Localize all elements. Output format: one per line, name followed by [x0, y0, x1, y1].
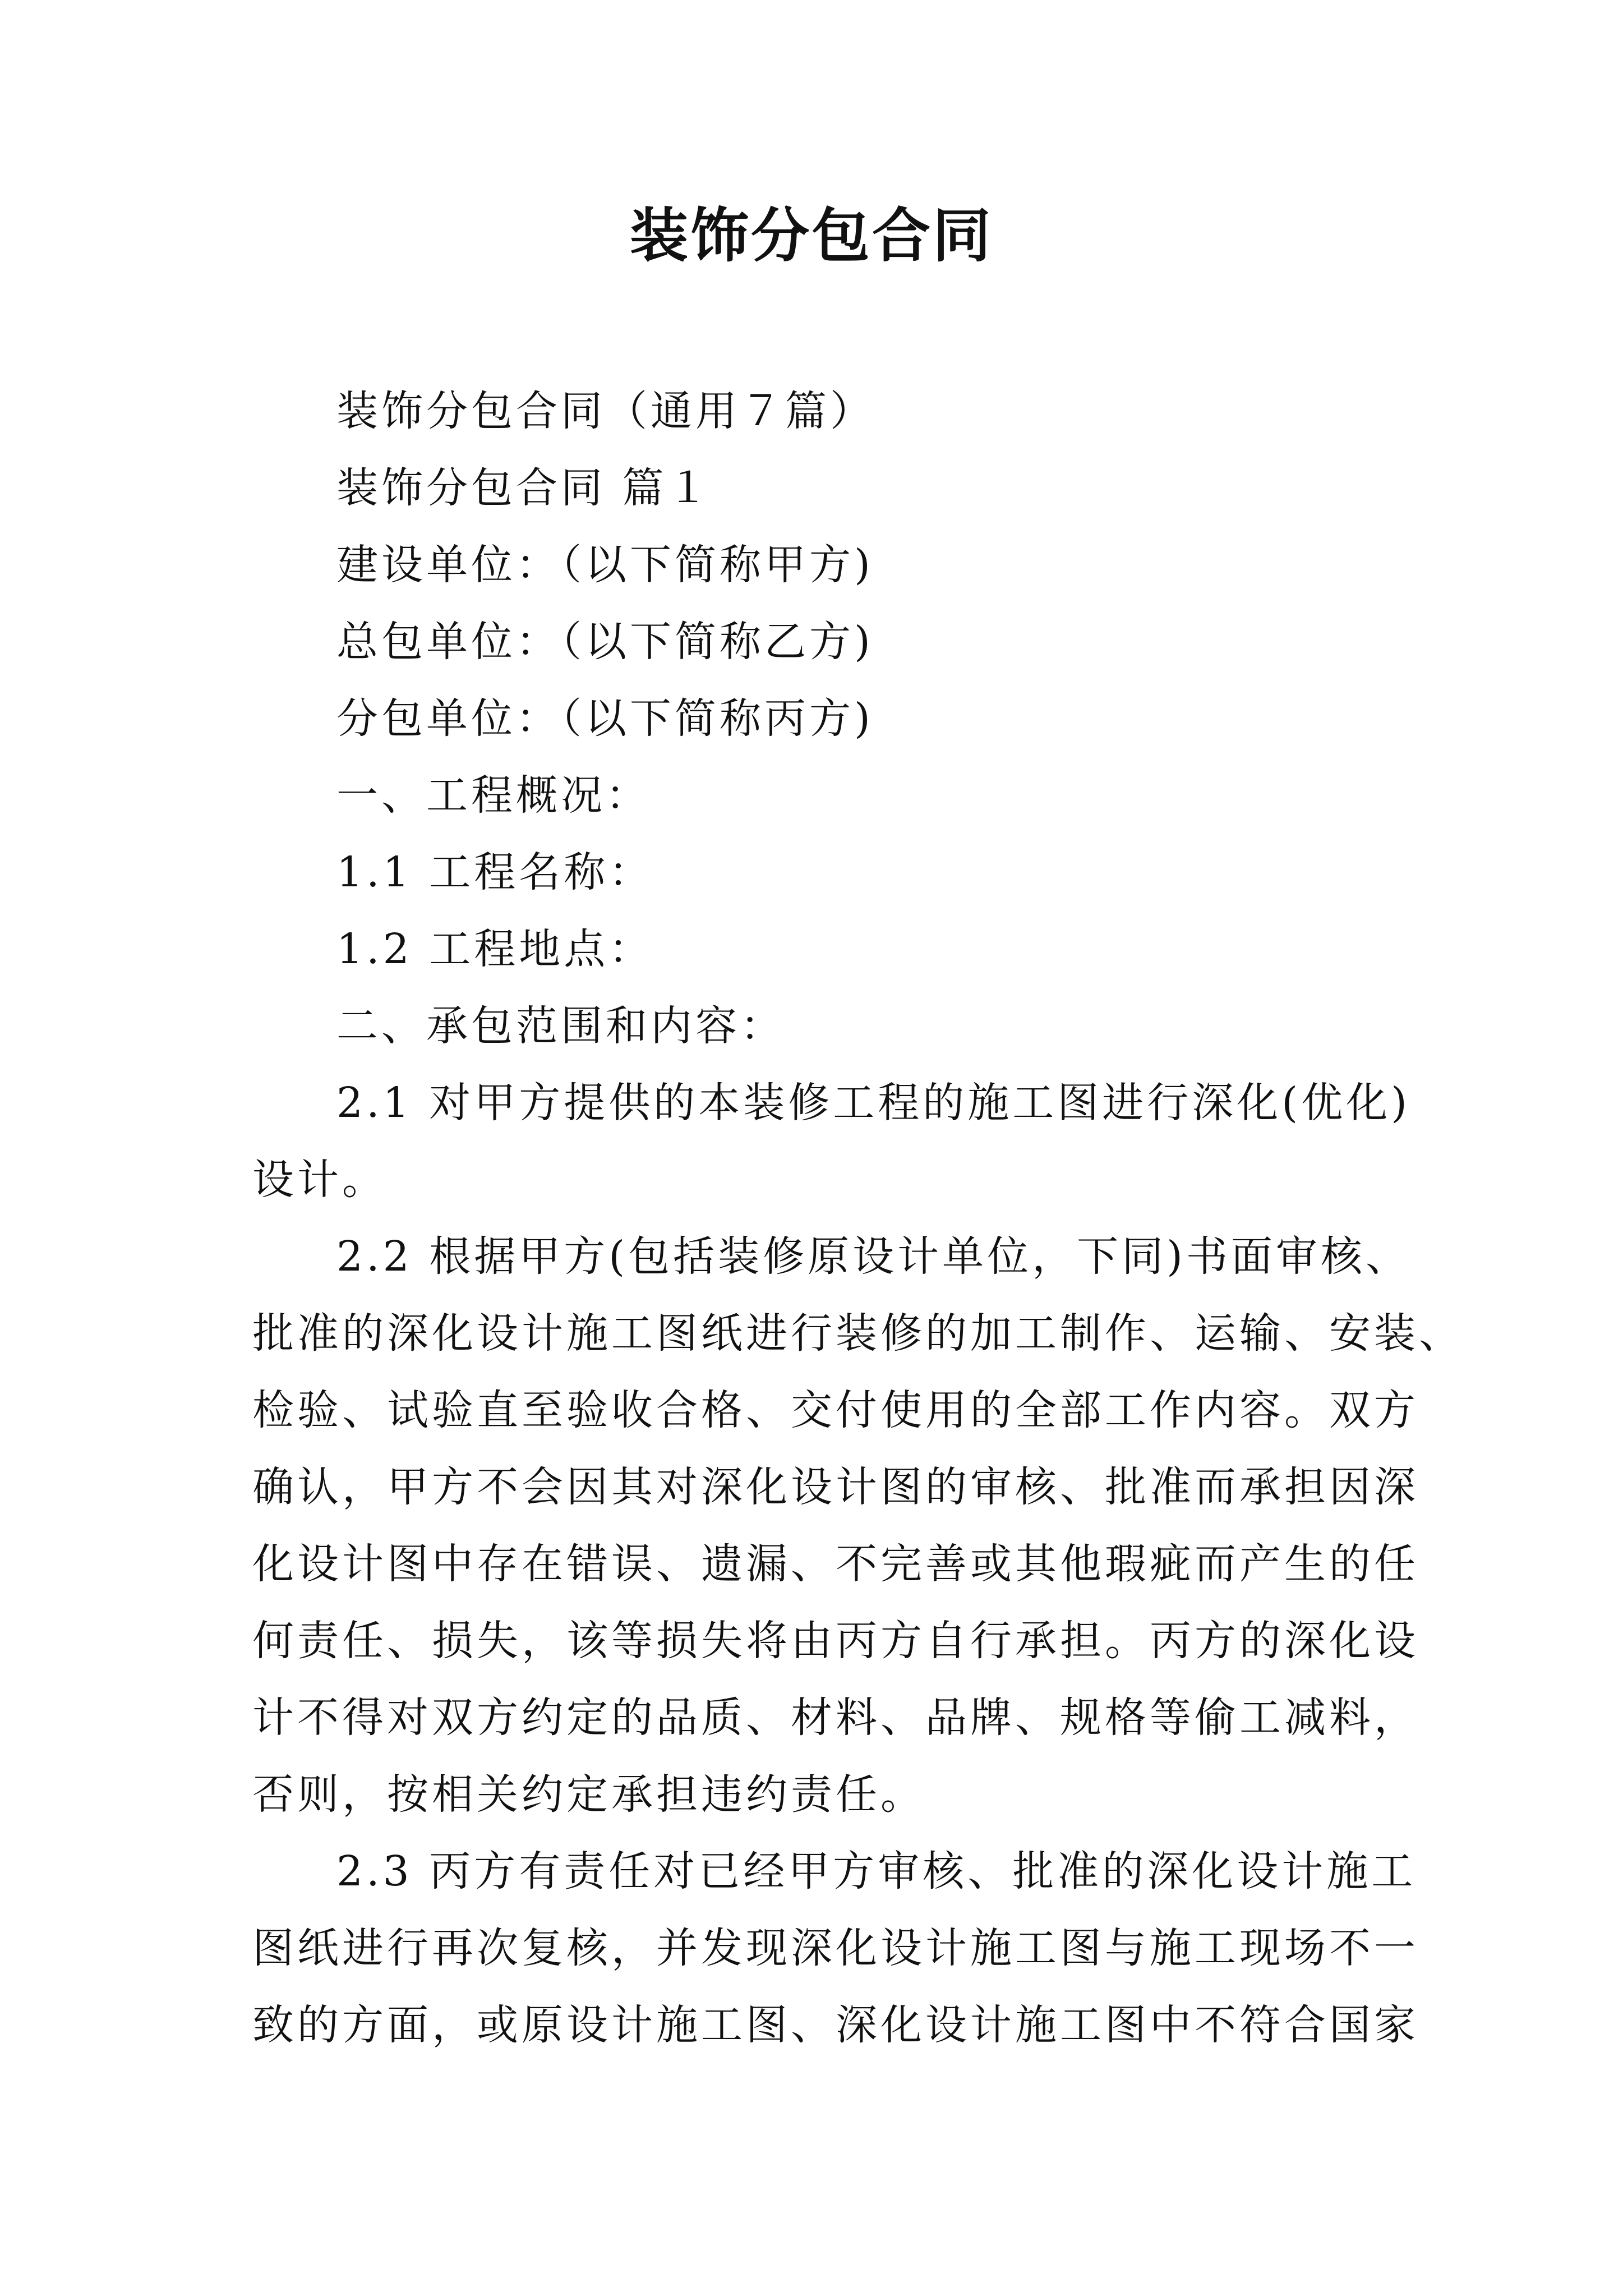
body-line: 2.3 丙方有责任对已经甲方审核、批准的深化设计施工: [336, 1847, 1417, 1895]
body-line: 计不得对双方约定的品质、材料、品牌、规格等偷工减料，: [252, 1694, 1419, 1742]
body-line: 确认，甲方不会因其对深化设计图的审核、批准而承担因深: [252, 1463, 1419, 1511]
body-line: 总包单位：（以下简称乙方): [336, 618, 874, 666]
body-line: 分包单位：（以下简称丙方): [336, 694, 874, 743]
body-line: 1.1 工程名称：: [336, 848, 654, 896]
body-line: 何责任、损失，该等损失将由丙方自行承担。丙方的深化设: [252, 1617, 1419, 1665]
body-line: 2.2 根据甲方(包括装修原设计单位，下同)书面审核、: [336, 1232, 1410, 1281]
document-body: [252, 373, 1464, 2064]
body-line: 致的方面，或原设计施工图、深化设计施工图中不符合国家: [252, 2001, 1419, 2049]
body-line: 批准的深化设计施工图纸进行装修的加工制作、运输、安装、: [252, 1309, 1464, 1358]
body-line: 二、承包范围和内容：: [336, 1002, 785, 1050]
body-line: 检验、试验直至验收合格、交付使用的全部工作内容。双方: [252, 1386, 1419, 1434]
body-line: 建设单位：（以下简称甲方): [336, 541, 874, 589]
body-line: 否则，按相关约定承担违约责任。: [252, 1770, 925, 1819]
document-title: 装饰分包合同: [629, 201, 993, 270]
body-line: 化设计图中存在错误、遗漏、不完善或其他瑕疵而产生的任: [252, 1540, 1419, 1588]
body-line: 2.1 对甲方提供的本装修工程的施工图进行深化(优化): [336, 1079, 1410, 1127]
body-line: 1.2 工程地点：: [336, 925, 654, 973]
body-line: 设计。: [252, 1156, 387, 1204]
body-line: 装饰分包合同（通用７篇）: [336, 387, 875, 435]
body-line: 一、工程概况：: [336, 771, 651, 820]
body-line: 图纸进行再次复核，并发现深化设计施工图与施工现场不一: [252, 1924, 1419, 1972]
body-line: 装饰分包合同 篇１: [336, 464, 712, 512]
